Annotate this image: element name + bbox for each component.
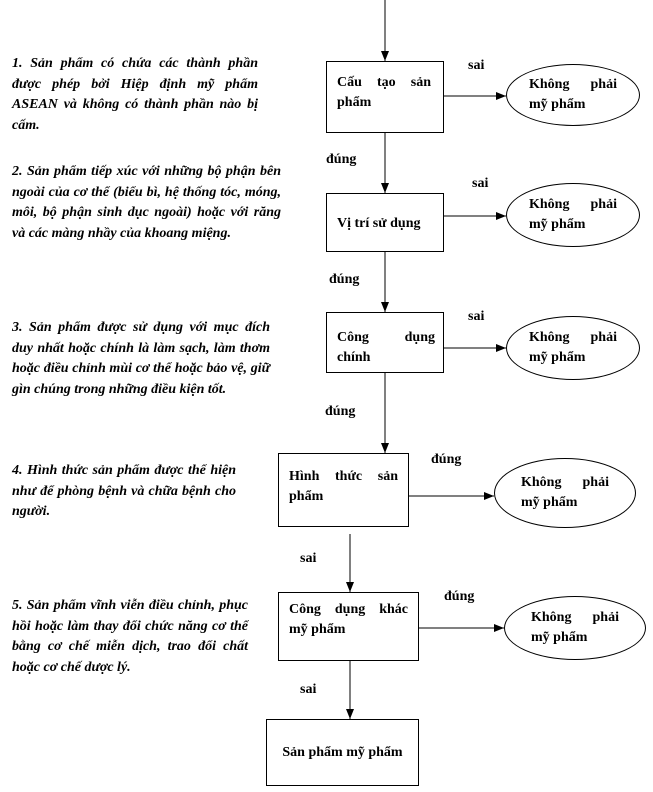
criterion-3: 3. Sản phẩm được sử dụng với mục đích duy nhất hoặc chính là làm sạch, làm thơm hoặc điều chỉnh mùi cơ thể hoặc bảo vệ, giữ gìn chúng trong những điều kiện tốt. [12,320,270,397]
down-label-4: sai [300,551,317,566]
outcome-oval-3 [506,316,640,380]
side-label-4: đúng [431,452,462,467]
down-label-3: đúng [325,404,356,419]
step-label-2: Vị trí sử dụng [337,216,421,231]
step-label-1: Cấu tạo sản phẩm [337,75,431,110]
side-label-5: đúng [444,589,475,604]
side-label-1: sai [468,58,485,73]
down-label-5: sai [300,682,317,697]
step-box-1 [326,61,444,133]
result-label: Sản phẩm mỹ phẩm [282,744,403,760]
step-label-4: Hình thức sản phẩm [289,469,398,504]
step-box-4 [278,453,409,527]
outcome-oval-2 [506,183,640,247]
outcome-label-2: Không phải mỹ phẩm [529,197,617,232]
down-label-1: đúng [326,152,357,167]
step-label-3: Công dụng chính [337,330,435,365]
side-label-3: sai [468,309,485,324]
step-label-5: Công dụng khác mỹ phẩm [289,602,408,637]
outcome-oval-5 [504,596,646,660]
step-box-3 [326,312,444,373]
outcome-label-3: Không phải mỹ phẩm [529,330,617,365]
criterion-1: 1. Sản phẩm có chứa các thành phần được phép bởi Hiệp định mỹ phẩm ASEAN và không có thành phần nào bị cấm. [12,56,258,133]
criterion-2: 2. Sản phẩm tiếp xúc với những bộ phận bên ngoài của cơ thể (biểu bì, hệ thống tóc, móng, môi, bộ phận sinh dục ngoài) hoặc với răng và các màng nhầy của khoang miệng. [12,164,281,241]
criterion-4: 4. Hình thức sản phẩm được thể hiện như để phòng bệnh và chữa bệnh cho người. [12,463,236,519]
step-box-2 [326,193,444,252]
side-label-2: sai [472,176,489,191]
step-box-5 [278,592,419,661]
outcome-oval-4 [494,458,636,528]
outcome-label-5: Không phải mỹ phẩm [531,610,619,645]
outcome-label-4: Không phải mỹ phẩm [521,475,609,510]
criterion-5: 5. Sản phẩm vĩnh viễn điều chỉnh, phục hồi hoặc làm thay đổi chức năng cơ thể bằng cơ chế miễn dịch, trao đổi chất hoặc cơ chế dược lý. [12,598,248,675]
result-box [266,719,419,786]
outcome-oval-1 [506,64,640,126]
outcome-label-1: Không phải mỹ phẩm [529,77,617,112]
down-label-2: đúng [329,272,360,287]
